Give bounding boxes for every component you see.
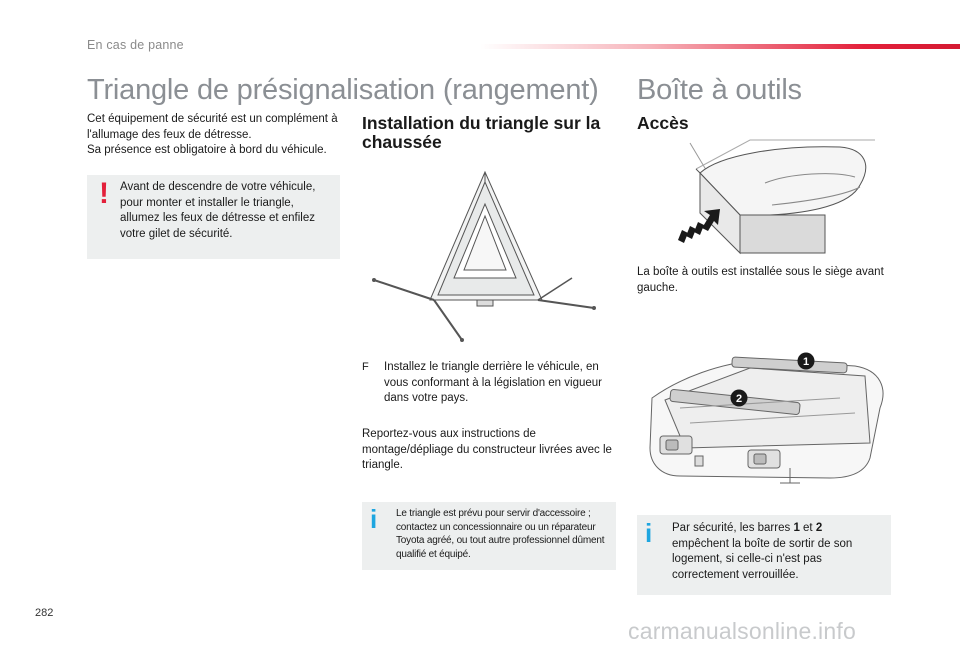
page-title-triangle: Triangle de présignalisation (rangement) [87,74,599,106]
bullet-text: Installez le triangle derrière le véhicule, en vous conformant à la législation en vigueur dans votre pays. [384,361,602,404]
info-box-toolbox [637,515,891,595]
seat-access-illustration [660,135,885,260]
info-box-triangle [362,502,616,570]
info-bold-bar-1: 1 [793,522,800,534]
warning-triangle-illustration [372,168,597,348]
callout-1-label: 1 [802,356,810,368]
bullet-marker-icon: F [362,361,369,373]
toolbox-paragraph: La boîte à outils est installée sous le siège avant gauche. [637,266,884,294]
toolbox-illustration [640,338,890,498]
info-icon: i [645,518,653,548]
callout-1-icon [797,352,815,370]
page-number: 282 [35,607,54,619]
warning-text: Avant de descendre de votre véhicule, pour monter et installer le triangle, allumez les feux de détresse et enfilez votre gilet de sécurité. [120,181,316,240]
info-text-part: empêchent la boîte de sortir de son logement, si celle-ci n'est pas correctement verrouillée. [672,537,853,581]
header-accent-bar [480,44,960,49]
info-bold-bar-2: 2 [815,522,823,534]
info-text-triangle: Le triangle est prévu pour servir d'accessoire ; contactez un concessionnaire ou un réparateur Toyota agréé, ou tout autre professionnel dûment qualifié et équipé. [396,508,605,560]
instructions-paragraph: Reportez-vous aux instructions de montage/dépliage du constructeur livrées avec le triangle. [362,428,612,471]
intro-paragraph: Cet équipement de sécurité est un complément à l'allumage des feux de détresse. Sa présence est obligatoire à bord du véhicule. [87,113,338,156]
subtitle-acces: Accès [637,113,689,133]
page-title-toolbox: Boîte à outils [637,74,802,106]
subtitle-installation: Installation du triangle sur la chaussée [362,113,601,152]
info-icon: i [370,504,378,534]
info-text-toolbox [672,521,882,583]
info-text-part: Par sécurité, les barres [672,522,794,534]
warning-box [87,175,340,259]
section-label: En cas de panne [87,38,184,52]
watermark-text: carmanualsonline.info [628,618,856,644]
info-text-part: et [799,522,816,534]
callout-2-label: 2 [735,393,743,405]
callout-2-icon [730,389,748,407]
warning-icon: ! [99,177,109,210]
